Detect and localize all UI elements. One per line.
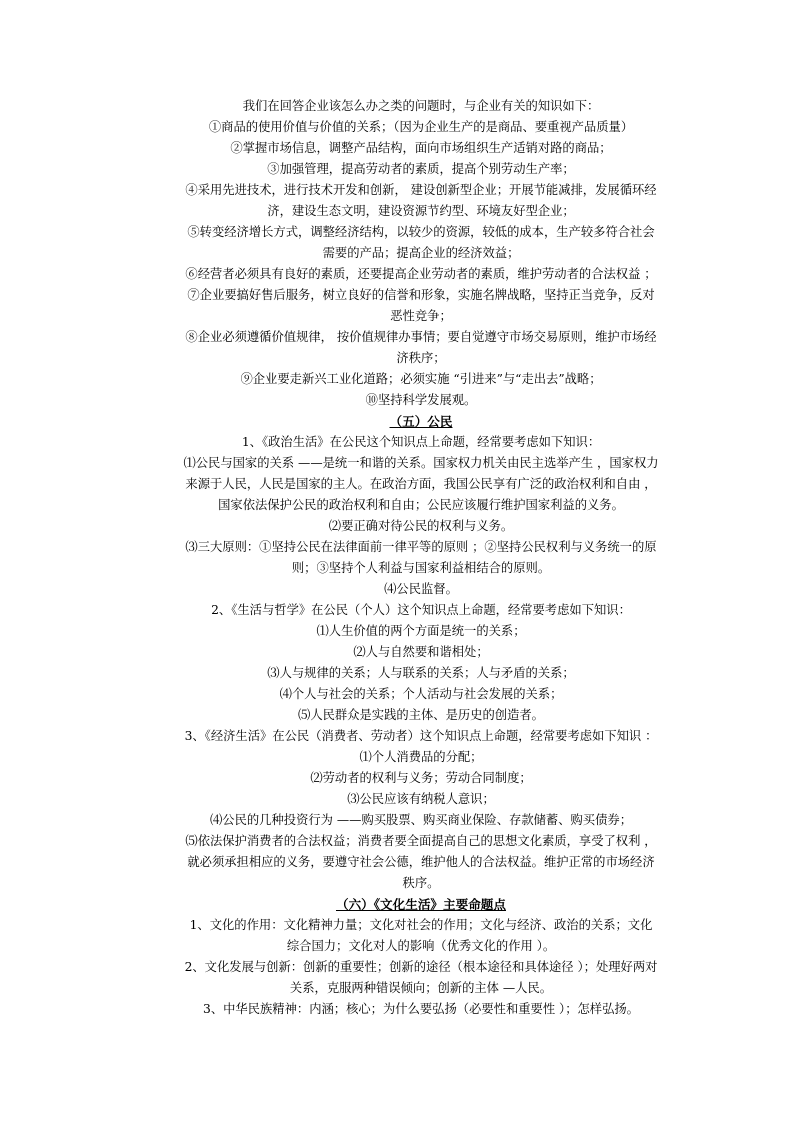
text-line: 我们在回答企业该怎么办之类的问题时，与企业有关的知识如下： xyxy=(242,99,600,113)
text-line: 3、《经济生活》在公民（消费者、劳动者）这个知识点上命题，经常要考虑如下知识 ： xyxy=(184,729,658,743)
text-line: ⑸依法保护消费者的合法权益；消费者要全面提高自己的思想文化素质，享受了权利 ， xyxy=(185,834,657,848)
section-heading-culture: （六）《文化生活》主要命题点 xyxy=(335,897,506,912)
text-line: ⑵要正确对待公民的权利与义务。 xyxy=(328,519,514,533)
text-line: ⑷公民的几种投资行为 ——购买股票、购买商业保险、存款储蓄、购买债券； xyxy=(209,813,632,827)
section-citizen xyxy=(168,432,674,894)
text-line: ⑤转变经济增长方式，调整经济结构，以较少的资源，较低的成本，生产较多符合社会 xyxy=(187,225,655,239)
text-line: 国家依法保护公民的政治权利和自由；公民应该履行维护国家利益的义务。 xyxy=(218,498,624,512)
text-line: 1、《政治生活》在公民这个知识点上命题，经常要考虑如下知识： xyxy=(241,435,601,449)
text-line: 关系，克服两种错误倾向；创新的主体 —人民。 xyxy=(289,981,553,995)
text-line: 2、文化发展与创新：创新的重要性；创新的途径（根本途径和具体途径 ）；处理好两对 xyxy=(184,960,658,974)
text-line: 济，建设生态文明，建设资源节约型、环境友好型企业； xyxy=(267,204,575,218)
text-line: ⑴人生价值的两个方面是统一的关系； xyxy=(316,624,526,638)
text-line: ⑴个人消费品的分配； xyxy=(359,750,483,764)
section-enterprise xyxy=(168,96,674,411)
section-culture xyxy=(168,915,674,1020)
text-line: ①商品的使用价值与价值的关系；（因为企业生产的是商品、要重视产品质量） xyxy=(208,120,634,134)
text-line: ⑵人与自然要和谐相处； xyxy=(353,645,489,659)
text-line: ⑦企业要搞好售后服务，树立良好的信誉和形象，实施名牌战略，坚持正当竞争，反对 xyxy=(187,288,655,302)
text-line: ⑧企业必须遵循价值规律， 按价值规律办事情；要自觉遵守市场交易原则，维护市场经 xyxy=(185,330,657,344)
text-line: 2、《生活与哲学》在公民（个人）这个知识点上命题，经常要考虑如下知识： xyxy=(211,603,631,617)
text-line: ⑥经营者必须具有良好的素质，还要提高企业劳动者的素质，维护劳动者的合法权益 ； xyxy=(185,267,657,281)
text-line: 1、文化的作用：文化精神力量；文化对社会的作用；文化与经济、政治的关系；文化 xyxy=(189,918,653,932)
text-line: 综合国力；文化对人的影响（优秀文化的作用 ）。 xyxy=(286,939,556,953)
text-line: 就必须承担相应的义务，要遵守社会公德，维护他人的合法权益。维护正常的市场经济 xyxy=(187,855,655,869)
text-line: 来源于人民，人民是国家的主人。在政治方面，我国公民享有广泛的政治权利和自由 ， xyxy=(185,477,657,491)
text-line: ⑶公民应该有纳税人意识； xyxy=(347,792,495,806)
text-line: 需要的产品；提高企业的经济效益； xyxy=(322,246,520,260)
text-line: 则；③坚持个人利益与国家利益相结合的原则。 xyxy=(291,561,551,575)
text-line: 恶性竞争； xyxy=(390,309,452,323)
text-line: ⑩坚持科学发展观。 xyxy=(365,393,477,407)
text-line: 3、中华民族精神：内涵；核心；为什么要弘扬（必要性和重要性 ）；怎样弘扬。 xyxy=(203,1002,639,1016)
text-line: ⑵劳动者的权利与义务；劳动合同制度； xyxy=(310,771,532,785)
text-line: ⑶人与规律的关系；人与联系的关系；人与矛盾的关系； xyxy=(267,666,575,680)
text-line: 济秩序； xyxy=(396,351,446,365)
text-line: ⑷公民监督。 xyxy=(384,582,458,596)
section-heading-citizen: （五）公民 xyxy=(389,414,453,429)
document-body xyxy=(168,96,674,1020)
text-line: ⑨企业要走新兴工业化道路；必须实施 “引进来”与“走出去”战略； xyxy=(240,372,602,386)
text-line: ③加强管理，提高劳动者的素质，提高个别劳动生产率； xyxy=(267,162,575,176)
text-line: ②掌握市场信息，调整产品结构，面向市场组织生产适销对路的商品； xyxy=(230,141,612,155)
text-line: ④采用先进技术，进行技术开发和创新， 建设创新型企业；开展节能减排，发展循环经 xyxy=(185,183,657,197)
text-line: ⑶三大原则：①坚持公民在法律面前一律平等的原则 ；②坚持公民权利与义务统一的原 xyxy=(185,540,657,554)
text-line: ⑸人民群众是实践的主体、是历史的创造者。 xyxy=(298,708,544,722)
text-line: ⑴公民与国家的关系 ——是统一和谐的关系。国家权力机关由民主选举产生 ，国家权力 xyxy=(183,456,659,470)
text-line: 秩序。 xyxy=(402,876,440,890)
text-line: ⑷个人与社会的关系；个人活动与社会发展的关系； xyxy=(279,687,563,701)
